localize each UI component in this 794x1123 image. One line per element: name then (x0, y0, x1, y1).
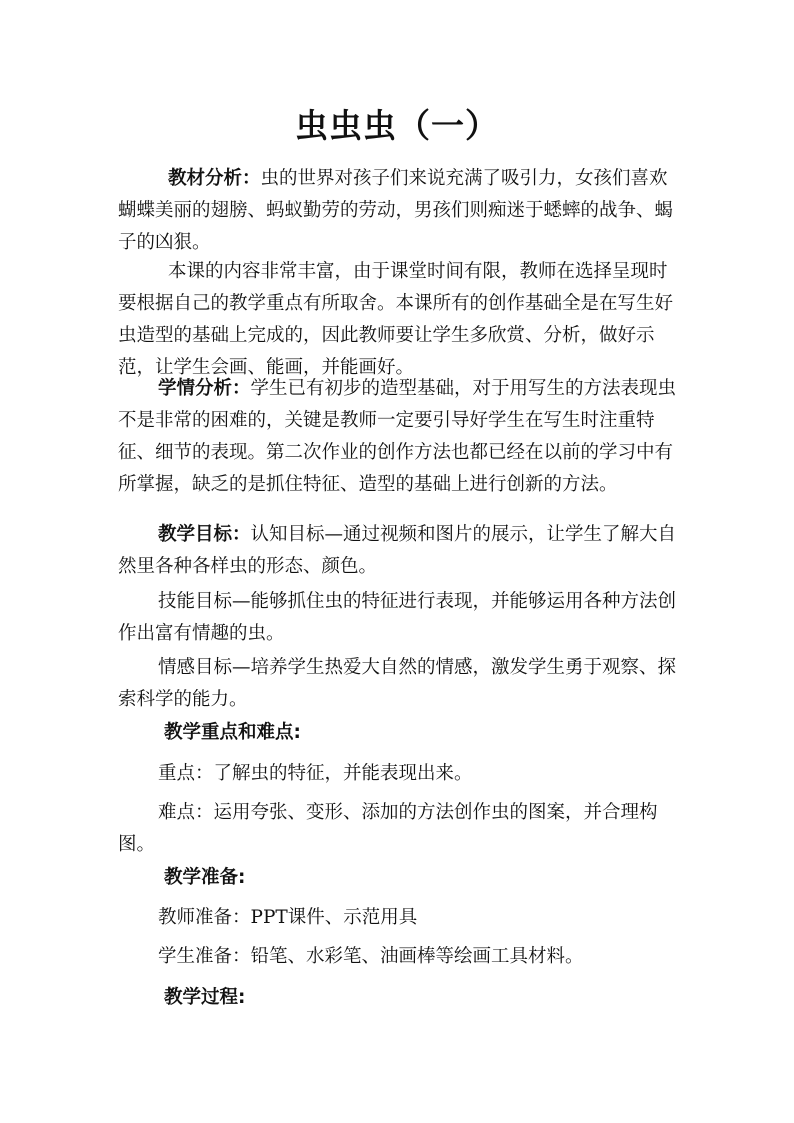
emotion-goal-text: 情感目标—培养学生热爱大自然的情感，激发学生勇于观察、探索科学的能力。 (118, 657, 677, 710)
paragraph-difficult-point (118, 797, 678, 861)
page-title: 虫虫虫（一） (295, 106, 499, 145)
teacher-prep-text: 教师准备：PPT课件、示范用具 (158, 907, 418, 928)
textbook-analysis-text: 虫的世界对孩子们来说充满了吸引力，女孩们喜欢蝴蝶美丽的翅膀、蚂蚁勤劳的劳动，男孩们则痴迷于蟋蟀的战争、蝎子的凶狠。 (118, 168, 674, 253)
heading-process: 教学过程: (164, 987, 246, 1008)
paragraph-skill-goal (118, 586, 678, 650)
student-prep-text: 学生准备：铅笔、水彩笔、油画棒等绘画工具材料。 (158, 946, 584, 967)
heading-key-points: 教学重点和难点: (164, 722, 301, 743)
paragraph-student-prep (118, 941, 678, 973)
paragraph-course-content (118, 256, 678, 384)
difficult-point-text: 难点：运用夸张、变形、添加的方法创作虫的图案，并合理构图。 (118, 802, 658, 855)
teaching-goals-label: 教学目标： (158, 524, 251, 545)
paragraph-textbook-analysis (118, 163, 678, 259)
paragraph-emotion-goal (118, 652, 678, 716)
key-point-text: 重点：了解虫的特征，并能表现出来。 (158, 763, 473, 784)
paragraph-teaching-goals (118, 519, 678, 583)
skill-goal-text: 技能目标—能够抓住虫的特征进行表现，并能够运用各种方法创作出富有情趣的虫。 (118, 591, 677, 644)
cognitive-goal-text: 认知目标—通过视频和图片的展示，让学生了解大自然里各种各样虫的形态、颜色。 (118, 524, 677, 577)
course-content-text: 本课的内容非常丰富，由于课堂时间有限，教师在选择呈现时要根据自己的教学重点有所取舍。本课所有的创作基础全是在写生好虫造型的基础上完成的，因此教师要让学生多欣赏、分析，做好示范，让学生会画、能画，并能画好。 (118, 261, 674, 378)
textbook-analysis-label: 教材分析： (168, 168, 261, 189)
student-analysis-text: 学生已有初步的造型基础，对于用写生的方法表现虫不是非常的困难的，关键是教师一定要引导好学生在写生时注重特征、细节的表现。第二次作业的创作方法也都已经在以前的学习中有所掌握，缺乏的是抓住特征、造型的基础上进行创新的方法。 (118, 378, 677, 495)
paragraph-teacher-prep (118, 902, 678, 934)
student-analysis-label: 学情分析： (158, 378, 251, 399)
heading-preparation: 教学准备: (164, 867, 246, 888)
paragraph-key-point (118, 758, 678, 790)
paragraph-student-analysis (118, 373, 678, 501)
